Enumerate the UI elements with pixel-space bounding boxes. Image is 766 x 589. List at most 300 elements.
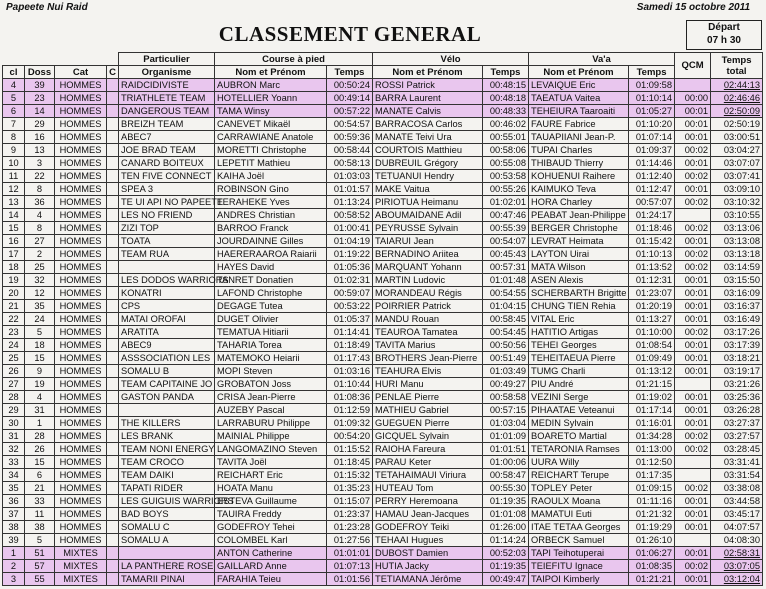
cell-organisme: ABEC9 xyxy=(119,339,215,352)
cell-temps-velo: 00:47:46 xyxy=(483,209,529,222)
cell-cl: 1 xyxy=(3,547,25,560)
cell-cat: HOMMES xyxy=(55,248,107,261)
cell-temps-course: 01:01:01 xyxy=(327,547,373,560)
cell-temps-course: 00:50:24 xyxy=(327,79,373,92)
cell-nom-course: REICHART Eric xyxy=(215,469,327,482)
cell-nom-course: ANTON Catherine xyxy=(215,547,327,560)
cell-doss: 8 xyxy=(25,183,55,196)
cell-cl: 17 xyxy=(3,248,25,261)
cell-cat: HOMMES xyxy=(55,79,107,92)
cell-cat: HOMMES xyxy=(55,378,107,391)
cell-doss: 1 xyxy=(25,417,55,430)
cell-doss: 51 xyxy=(25,547,55,560)
cell-temps-total: 03:38:08 xyxy=(711,482,763,495)
event-date: Samedi 15 octobre 2011 xyxy=(636,2,750,13)
cell-doss: 55 xyxy=(25,573,55,586)
cell-temps-course: 01:15:32 xyxy=(327,469,373,482)
cell-c xyxy=(107,144,119,157)
cell-cl: 9 xyxy=(3,144,25,157)
group-particulier: Particulier xyxy=(119,53,215,66)
cell-c xyxy=(107,261,119,274)
cell-temps-total: 03:00:51 xyxy=(711,131,763,144)
cell-temps-vaa: 01:19:02 xyxy=(629,391,675,404)
cell-c xyxy=(107,339,119,352)
cell-temps-vaa: 01:12:47 xyxy=(629,183,675,196)
cell-temps-velo: 00:57:31 xyxy=(483,261,529,274)
cell-temps-course: 00:58:52 xyxy=(327,209,373,222)
cell-organisme: SOMALU C xyxy=(119,521,215,534)
cell-organisme: TOATA xyxy=(119,235,215,248)
cell-temps-vaa: 01:09:37 xyxy=(629,144,675,157)
table-row xyxy=(3,157,763,170)
cell-qcm: 00:02 xyxy=(675,443,711,456)
cell-organisme: ASSSOCIATION LES xyxy=(119,352,215,365)
cell-nom-vaa: PIU André xyxy=(529,378,629,391)
cell-c xyxy=(107,131,119,144)
cell-qcm: 00:01 xyxy=(675,157,711,170)
cell-temps-total: 03:13:18 xyxy=(711,248,763,261)
cell-temps-course: 00:58:13 xyxy=(327,157,373,170)
cell-temps-course: 01:01:56 xyxy=(327,573,373,586)
cell-temps-vaa: 01:19:29 xyxy=(629,521,675,534)
cell-temps-velo: 01:00:06 xyxy=(483,456,529,469)
cell-doss: 36 xyxy=(25,196,55,209)
cell-cl: 31 xyxy=(3,430,25,443)
cell-nom-vaa: LAYTON Uirai xyxy=(529,248,629,261)
cell-temps-course: 01:23:28 xyxy=(327,521,373,534)
cell-nom-velo: BARRACOSA Carlos xyxy=(373,118,483,131)
cell-temps-total: 03:13:08 xyxy=(711,235,763,248)
cell-organisme: TEAM CAPITAINE JO xyxy=(119,378,215,391)
cell-organisme: TEAM RUA xyxy=(119,248,215,261)
cell-nom-course: LAFOND Christophe xyxy=(215,287,327,300)
table-row xyxy=(3,404,763,417)
cell-qcm: 00:01 xyxy=(675,495,711,508)
cell-c xyxy=(107,196,119,209)
cell-nom-course: MATEMOKO Heiarii xyxy=(215,352,327,365)
cell-organisme: CPS xyxy=(119,300,215,313)
cell-nom-velo: HUTEAU Tom xyxy=(373,482,483,495)
cell-cl: 39 xyxy=(3,534,25,547)
cell-qcm: 00:01 xyxy=(675,235,711,248)
cell-cl: 27 xyxy=(3,378,25,391)
cell-nom-velo: PARAU Keter xyxy=(373,456,483,469)
cell-qcm: 00:01 xyxy=(675,274,711,287)
cell-temps-total: 03:12:04 xyxy=(711,573,763,586)
cell-temps-velo: 00:55:08 xyxy=(483,157,529,170)
cell-nom-vaa: BOARETO Martial xyxy=(529,430,629,443)
group-header-row xyxy=(3,53,763,66)
cell-cat: HOMMES xyxy=(55,430,107,443)
table-row xyxy=(3,79,763,92)
table-row xyxy=(3,469,763,482)
cell-temps-total: 03:27:37 xyxy=(711,417,763,430)
cell-temps-vaa: 01:13:52 xyxy=(629,261,675,274)
cell-nom-velo: GICQUEL Sylvain xyxy=(373,430,483,443)
cell-nom-course: AUZEBY Pascal xyxy=(215,404,327,417)
cell-temps-velo: 00:58:58 xyxy=(483,391,529,404)
cell-temps-total: 03:16:49 xyxy=(711,313,763,326)
event-name: Papeete Nui Raid xyxy=(6,2,88,13)
cell-doss: 22 xyxy=(25,170,55,183)
cell-temps-velo: 01:01:08 xyxy=(483,508,529,521)
cell-c xyxy=(107,118,119,131)
table-row xyxy=(3,417,763,430)
cell-nom-course: TAUIRA Freddy xyxy=(215,508,327,521)
cell-cl: 14 xyxy=(3,209,25,222)
cell-qcm: 00:01 xyxy=(675,131,711,144)
cell-doss: 5 xyxy=(25,326,55,339)
cell-nom-course: HAERERAAROA Raiarii xyxy=(215,248,327,261)
table-row xyxy=(3,482,763,495)
cell-temps-velo: 00:49:47 xyxy=(483,573,529,586)
cell-qcm xyxy=(675,456,711,469)
cell-temps-vaa: 01:09:58 xyxy=(629,79,675,92)
cell-qcm xyxy=(675,469,711,482)
cell-doss: 35 xyxy=(25,300,55,313)
cell-c xyxy=(107,365,119,378)
cell-organisme: TRIATHLETE TEAM xyxy=(119,92,215,105)
cell-temps-course: 01:23:37 xyxy=(327,508,373,521)
cell-temps-course: 01:18:49 xyxy=(327,339,373,352)
cell-temps-course: 00:58:44 xyxy=(327,144,373,157)
cell-nom-vaa: RAOULX Moana xyxy=(529,495,629,508)
cell-temps-course: 01:04:19 xyxy=(327,235,373,248)
cell-cl: 33 xyxy=(3,456,25,469)
cell-qcm: 00:01 xyxy=(675,183,711,196)
cell-qcm: 00:02 xyxy=(675,196,711,209)
group-qcm: QCM xyxy=(675,53,711,79)
cell-doss: 23 xyxy=(25,92,55,105)
cell-cl: 7 xyxy=(3,118,25,131)
cell-nom-vaa: MATA Wilson xyxy=(529,261,629,274)
cell-nom-course: MOPI Steven xyxy=(215,365,327,378)
cell-temps-velo: 00:57:15 xyxy=(483,404,529,417)
cell-temps-total: 03:16:09 xyxy=(711,287,763,300)
cell-temps-total: 03:04:27 xyxy=(711,144,763,157)
cell-nom-course: TANRET Donatien xyxy=(215,274,327,287)
cell-cat: MIXTES xyxy=(55,547,107,560)
cell-temps-total: 03:14:59 xyxy=(711,261,763,274)
cell-nom-vaa: MAMATUI Euti xyxy=(529,508,629,521)
cell-qcm: 00:01 xyxy=(675,573,711,586)
group-course: Course à pied xyxy=(215,53,373,66)
cell-nom-velo: TETUANUI Hendry xyxy=(373,170,483,183)
cell-temps-course: 01:00:41 xyxy=(327,222,373,235)
cell-temps-course: 00:59:36 xyxy=(327,131,373,144)
cell-cl: 4 xyxy=(3,79,25,92)
cell-temps-total: 03:16:37 xyxy=(711,300,763,313)
cell-temps-total: 02:58:31 xyxy=(711,547,763,560)
table-row xyxy=(3,105,763,118)
cell-c xyxy=(107,534,119,547)
cell-temps-total: 03:25:36 xyxy=(711,391,763,404)
cell-nom-velo: MANATE Calvis xyxy=(373,105,483,118)
cell-nom-course: ESTEVA Guillaume xyxy=(215,495,327,508)
cell-cat: HOMMES xyxy=(55,144,107,157)
cell-c xyxy=(107,183,119,196)
cell-cat: HOMMES xyxy=(55,391,107,404)
cell-temps-course: 00:54:20 xyxy=(327,430,373,443)
cell-temps-vaa: 01:17:14 xyxy=(629,404,675,417)
cell-qcm: 00:01 xyxy=(675,521,711,534)
cell-nom-velo: GUEGUEN Pierre xyxy=(373,417,483,430)
cell-temps-course: 01:14:41 xyxy=(327,326,373,339)
cell-organisme: ZIZI TOP xyxy=(119,222,215,235)
table-row xyxy=(3,118,763,131)
cell-temps-velo: 00:49:27 xyxy=(483,378,529,391)
cell-qcm xyxy=(675,209,711,222)
cell-nom-velo: MORANDEAU Régis xyxy=(373,287,483,300)
cell-doss: 31 xyxy=(25,404,55,417)
cell-doss: 16 xyxy=(25,131,55,144)
cell-organisme: TEAM CROCO xyxy=(119,456,215,469)
cell-c xyxy=(107,482,119,495)
cell-cat: HOMMES xyxy=(55,170,107,183)
cell-c xyxy=(107,417,119,430)
col-cl: cl xyxy=(3,66,25,79)
cell-temps-course: 01:03:16 xyxy=(327,365,373,378)
cell-nom-vaa: TEIEFITU Ignace xyxy=(529,560,629,573)
table-row xyxy=(3,287,763,300)
cell-cl: 38 xyxy=(3,521,25,534)
cell-temps-total: 03:07:05 xyxy=(711,560,763,573)
cell-cat: HOMMES xyxy=(55,482,107,495)
cell-nom-course: TAHARIA Torea xyxy=(215,339,327,352)
cell-nom-velo: TETAHAIMAUI Viriura xyxy=(373,469,483,482)
cell-temps-vaa: 01:23:07 xyxy=(629,287,675,300)
cell-cat: HOMMES xyxy=(55,352,107,365)
table-row xyxy=(3,248,763,261)
cell-cl: 5 xyxy=(3,92,25,105)
cell-doss: 9 xyxy=(25,365,55,378)
cell-temps-total: 03:31:41 xyxy=(711,456,763,469)
cell-nom-velo: PENLAE Pierre xyxy=(373,391,483,404)
col-nom-vaa: Nom et Prénom xyxy=(529,66,629,79)
cell-nom-velo: TAIARUI Jean xyxy=(373,235,483,248)
cell-nom-course: TEMATUA Hitiarii xyxy=(215,326,327,339)
cell-cl: 21 xyxy=(3,300,25,313)
cell-organisme: LES DODOS WARRIORS xyxy=(119,274,215,287)
depart-label: Départ xyxy=(708,22,740,33)
cell-cl: 25 xyxy=(3,352,25,365)
cell-temps-total: 03:07:41 xyxy=(711,170,763,183)
cell-c xyxy=(107,391,119,404)
cell-doss: 3 xyxy=(25,157,55,170)
cell-temps-velo: 00:52:03 xyxy=(483,547,529,560)
cell-nom-velo: MANATE Teivi Ura xyxy=(373,131,483,144)
cell-cat: HOMMES xyxy=(55,274,107,287)
cell-temps-vaa: 01:09:15 xyxy=(629,482,675,495)
cell-temps-vaa: 01:17:35 xyxy=(629,469,675,482)
cell-cat: HOMMES xyxy=(55,209,107,222)
cell-temps-course: 00:53:22 xyxy=(327,300,373,313)
cell-cat: HOMMES xyxy=(55,300,107,313)
cell-qcm: 00:02 xyxy=(675,261,711,274)
cell-nom-course: TAMA Winsy xyxy=(215,105,327,118)
cell-nom-velo: DUBREUIL Grégory xyxy=(373,157,483,170)
cell-organisme: SOMALU A xyxy=(119,534,215,547)
cell-cat: HOMMES xyxy=(55,118,107,131)
cell-cl: 10 xyxy=(3,157,25,170)
cell-temps-vaa: 01:07:14 xyxy=(629,131,675,144)
results-table xyxy=(2,52,763,586)
cell-cat: HOMMES xyxy=(55,92,107,105)
cell-temps-vaa: 01:13:00 xyxy=(629,443,675,456)
table-row xyxy=(3,196,763,209)
cell-temps-vaa: 01:10:14 xyxy=(629,92,675,105)
cell-temps-course: 01:18:45 xyxy=(327,456,373,469)
cell-nom-vaa: TOPLEY Peter xyxy=(529,482,629,495)
cell-cat: MIXTES xyxy=(55,560,107,573)
col-temps-vaa: Temps xyxy=(629,66,675,79)
cell-temps-vaa: 01:21:32 xyxy=(629,508,675,521)
cell-nom-course: JOURDAINNE Gilles xyxy=(215,235,327,248)
cell-temps-velo: 00:50:56 xyxy=(483,339,529,352)
cell-nom-vaa: VEZINI Serge xyxy=(529,391,629,404)
cell-temps-velo: 00:46:02 xyxy=(483,118,529,131)
cell-organisme: CANARD BOITEUX xyxy=(119,157,215,170)
table-row xyxy=(3,391,763,404)
cell-organisme: TE UI API NO PAPEETE xyxy=(119,196,215,209)
cell-nom-vaa: TEHEI Georges xyxy=(529,339,629,352)
cell-qcm: 00:02 xyxy=(675,222,711,235)
cell-nom-course: KAIHA Joël xyxy=(215,170,327,183)
cell-qcm: 00:02 xyxy=(675,482,711,495)
cell-doss: 32 xyxy=(25,274,55,287)
cell-temps-velo: 01:01:09 xyxy=(483,430,529,443)
cell-temps-course: 01:27:56 xyxy=(327,534,373,547)
cell-temps-course: 00:54:57 xyxy=(327,118,373,131)
cell-doss: 13 xyxy=(25,144,55,157)
cell-temps-total: 03:26:28 xyxy=(711,404,763,417)
cell-organisme: SPEA 3 xyxy=(119,183,215,196)
cell-temps-course: 00:59:07 xyxy=(327,287,373,300)
cell-qcm: 00:02 xyxy=(675,144,711,157)
cell-nom-course: GAILLARD Anne xyxy=(215,560,327,573)
cell-c xyxy=(107,170,119,183)
cell-organisme xyxy=(119,404,215,417)
cell-organisme: GASTON PANDA xyxy=(119,391,215,404)
table-row xyxy=(3,209,763,222)
cell-temps-course: 01:10:44 xyxy=(327,378,373,391)
cell-cl: 26 xyxy=(3,365,25,378)
cell-temps-course: 01:35:23 xyxy=(327,482,373,495)
cell-qcm: 00:01 xyxy=(675,547,711,560)
cell-nom-velo: MANDU Rouan xyxy=(373,313,483,326)
cell-c xyxy=(107,521,119,534)
cell-c xyxy=(107,274,119,287)
cell-cat: HOMMES xyxy=(55,183,107,196)
cell-cat: HOMMES xyxy=(55,339,107,352)
cell-nom-vaa: BERGER Christophe xyxy=(529,222,629,235)
cell-c xyxy=(107,547,119,560)
cell-c xyxy=(107,573,119,586)
cell-doss: 25 xyxy=(25,261,55,274)
cell-nom-velo: BERNADINO Ariitea xyxy=(373,248,483,261)
cell-organisme: BREIZH TEAM xyxy=(119,118,215,131)
cell-organisme: TEAM DAIKI xyxy=(119,469,215,482)
table-row xyxy=(3,443,763,456)
cell-qcm: 00:01 xyxy=(675,287,711,300)
cell-doss: 5 xyxy=(25,534,55,547)
cell-temps-total: 03:17:26 xyxy=(711,326,763,339)
cell-cat: HOMMES xyxy=(55,456,107,469)
cell-cl: 24 xyxy=(3,339,25,352)
table-row xyxy=(3,313,763,326)
cell-temps-vaa: 01:11:16 xyxy=(629,495,675,508)
table-row xyxy=(3,131,763,144)
cell-doss: 21 xyxy=(25,482,55,495)
cell-nom-velo: PEYRUSSE Sylvain xyxy=(373,222,483,235)
cell-cat: HOMMES xyxy=(55,404,107,417)
cell-c xyxy=(107,495,119,508)
cell-cat: HOMMES xyxy=(55,105,107,118)
cell-organisme: ABEC7 xyxy=(119,131,215,144)
cell-temps-velo: 01:03:49 xyxy=(483,365,529,378)
cell-temps-velo: 01:14:24 xyxy=(483,534,529,547)
cell-qcm: 00:01 xyxy=(675,300,711,313)
cell-nom-velo: PIRIOTUA Heimanu xyxy=(373,196,483,209)
cell-temps-total: 03:13:06 xyxy=(711,222,763,235)
page-header xyxy=(2,2,750,16)
cell-doss: 38 xyxy=(25,521,55,534)
cell-nom-velo: MARTIN Ludovic xyxy=(373,274,483,287)
cell-temps-vaa: 01:12:31 xyxy=(629,274,675,287)
cell-organisme: TAPATI RIDER xyxy=(119,482,215,495)
cell-temps-total: 03:31:54 xyxy=(711,469,763,482)
cell-temps-course: 01:01:57 xyxy=(327,183,373,196)
cell-temps-vaa: 01:13:12 xyxy=(629,365,675,378)
cell-temps-course: 01:13:24 xyxy=(327,196,373,209)
cell-temps-velo: 00:51:49 xyxy=(483,352,529,365)
cell-temps-velo: 01:01:51 xyxy=(483,443,529,456)
cell-cl: 23 xyxy=(3,326,25,339)
cell-cl: 37 xyxy=(3,508,25,521)
cell-temps-velo: 01:19:35 xyxy=(483,495,529,508)
cell-temps-total: 03:07:07 xyxy=(711,157,763,170)
cell-nom-velo: POIRRIER Patrick xyxy=(373,300,483,313)
cell-cat: HOMMES xyxy=(55,443,107,456)
cell-temps-vaa: 01:08:35 xyxy=(629,560,675,573)
cell-cl: 29 xyxy=(3,404,25,417)
cell-cat: HOMMES xyxy=(55,508,107,521)
cell-cat: HOMMES xyxy=(55,157,107,170)
cell-c xyxy=(107,378,119,391)
cell-organisme: ARATITA xyxy=(119,326,215,339)
cell-doss: 57 xyxy=(25,560,55,573)
cell-nom-course: DEGAGE Tutea xyxy=(215,300,327,313)
table-row xyxy=(3,521,763,534)
cell-temps-course: 00:49:14 xyxy=(327,92,373,105)
cell-organisme: LA PANTHERE ROSE xyxy=(119,560,215,573)
table-row xyxy=(3,456,763,469)
cell-nom-velo: BROTHERS Jean-Pierre xyxy=(373,352,483,365)
cell-temps-vaa: 01:12:50 xyxy=(629,456,675,469)
cell-nom-vaa: THIBAUD Thierry xyxy=(529,157,629,170)
cell-temps-total: 03:21:26 xyxy=(711,378,763,391)
cell-nom-vaa: ITAE TETAA Georges xyxy=(529,521,629,534)
table-row xyxy=(3,170,763,183)
col-cat: Cat xyxy=(55,66,107,79)
cell-nom-vaa: CHUNG TIEN Rehia xyxy=(529,300,629,313)
cell-qcm: 00:01 xyxy=(675,313,711,326)
cell-organisme: LES BRANK xyxy=(119,430,215,443)
cell-temps-course: 01:02:31 xyxy=(327,274,373,287)
cell-organisme: TAMARII PINAI xyxy=(119,573,215,586)
cell-c xyxy=(107,300,119,313)
cell-c xyxy=(107,443,119,456)
